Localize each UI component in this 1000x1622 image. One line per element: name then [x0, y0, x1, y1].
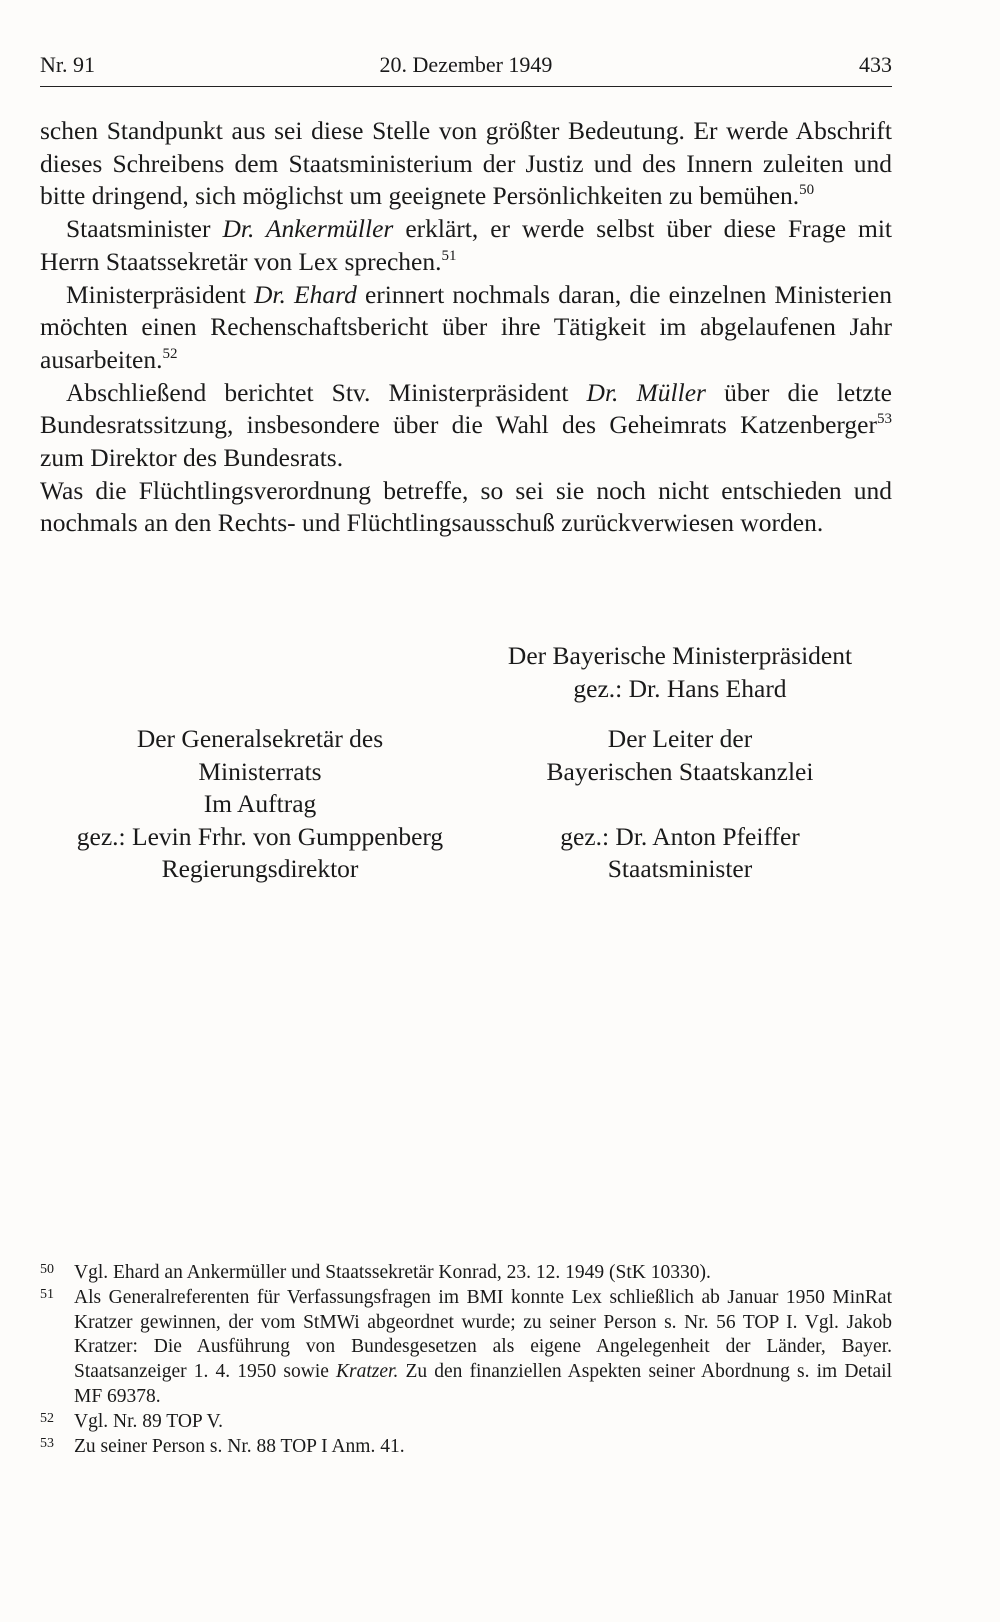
signature-minister-president: Der Bayerische Ministerpräsident gez.: Dr. Hans Ehard [507, 641, 853, 703]
paragraph: Abschließend berichtet Stv. Ministerpräsident Dr. Müller über die letzte Bundesratssitzung, insbesondere über die Wahl des Geheimrats Katzenberger$^{53}$ zum Direktor des Bundesrats. [40, 377, 892, 473]
person-title: Dr. [222, 214, 266, 244]
header-date: 20. Dezember 1949 [379, 52, 553, 77]
paragraph: Ministerpräsident Dr. Ehard erinnert nochmals daran, die einzelnen Ministerien möchten einen Rechenschaftsbericht über ihre Tätigkeit im abgelaufenen Jahr ausarbeiten.$^{52}$ [40, 279, 893, 374]
footnote-number: 50 [40, 1262, 54, 1277]
person-name: Ehard [294, 279, 357, 309]
footnote-number: 51 [40, 1286, 54, 1302]
header-rule [40, 86, 892, 87]
footnote-ref: 53 [877, 411, 892, 428]
paragraph: schen Standpunkt aus sei diese Stelle von größter Bedeutung. Er werde Abschrift dieses Schreibens dem Staatsministerium der Justiz und des Innern zuleiten und bitte dringend, sich möglichst um geeignete Persönlichkeiten zu bemühen.$^{50}$ [40, 116, 892, 211]
person-title: Dr. [254, 279, 295, 309]
footnote-ref: 51 [441, 247, 457, 264]
running-header [40, 52, 892, 80]
page-number: 433 [859, 52, 892, 77]
signature-state-chancellery: Der Leiter der Bayerischen Staatskanzlei gez.: Dr. Anton Pfeiffer Staatsminister [546, 724, 814, 883]
person-name: Ankermüller [265, 214, 394, 244]
signature-general-secretary: Der Generalsekretär des Ministerrats Im Auftrag gez.: Levin Frhr. von Gumppenberg Regierungsdirektor [76, 724, 444, 883]
footnote: 50 Vgl. Ehard an Ankermüller und Staatssekretär Konrad, 23. 12. 1949 (StK 10330). [40, 1262, 711, 1283]
footnote-ref: 50 [799, 182, 815, 199]
person-title: Dr. [586, 377, 637, 407]
footnote: 53 Zu seiner Person s. Nr. 88 TOP I Anm. 41. [40, 1435, 405, 1457]
body-text [40, 115, 892, 540]
footnote-number: 52 [40, 1410, 54, 1426]
footnote: 52 Vgl. Nr. 89 TOP V. [40, 1410, 224, 1432]
footnotes [40, 1261, 892, 1459]
document-number: Nr. 91 [40, 52, 95, 77]
person-name: Müller [636, 377, 706, 407]
paragraph: Staatsminister Dr. Ankermüller erklärt, er werde selbst über diese Frage mit Herrn Staatssekretär von Lex sprechen.$^{51}$ [40, 214, 893, 276]
footnote-number: 53 [40, 1435, 54, 1451]
footnote: 51 Als Generalreferenten für Verfassungsfragen im BMI konnte Lex schließlich ab Januar 1950 MinRat Kratzer gewinnen, der vom StMWi abgeordnet wurde; zu seiner Person s. Nr. 56 TOP I. Vgl. Jakob Kratzer: Die Ausführung von Bundesgesetzen als eigene Angelegenheit der Länder, Bayer. Staatsanzeiger 1. 4. 1950 sowie Kratzer. Zu den finanziellen Aspekten seiner Abordnung s. im Detail MF 69378. [40, 1286, 892, 1407]
footnote-ref: 52 [162, 345, 178, 362]
paragraph: Was die Flüchtlingsverordnung betreffe, so sei sie noch nicht entschieden und nochmals an den Rechts- und Flüchtlingsausschuß zurückverwiesen worden. [40, 475, 892, 538]
